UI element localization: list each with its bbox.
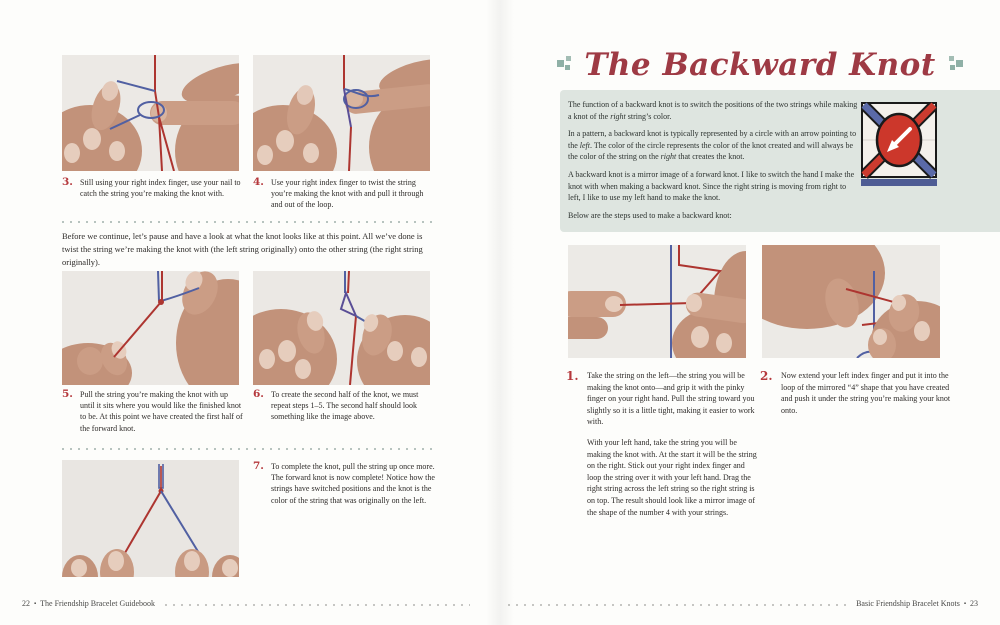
photo-step-5 [62,271,239,385]
step-text-5: Pull the string you’re making the knot with up until it sits where you would like the finished knot to be. At this point we have created the first half of the forward knot. [80,390,243,433]
photo-step-7 [62,460,239,577]
step-2-body [781,370,952,425]
photo-backward-step-2 [762,245,940,358]
backward-step-1 [566,370,758,527]
step-1-body [587,370,758,527]
caption-step-4 [253,177,433,211]
footer-left [22,599,470,608]
photo-backward-step-1 [568,245,746,358]
step-number-7: 7. [253,460,264,472]
intro-paragraph-2: In a pattern, a backward knot is typically represented by a circle with an arrow pointing to the left. The color of the circle represents the color of the knot created and will always be the color of the string on the right that creates the knot. [568,129,857,162]
step-number-2: 2. [760,369,773,383]
dotted-divider [62,448,432,450]
footer-right [508,599,978,608]
step-number-4: 4. [253,176,264,188]
footer-dotted-leader [165,604,470,606]
step-text-3: Still using your right index finger, use your nail to catch the string you’re making the knot with. [80,178,241,199]
interlude-paragraph: Before we continue, let’s pause and have a look at what the knot looks like at this point. All we’ve done is twist the string we’re making the knot with (the left string originally) onto the other string (the right string originally). [62,231,423,267]
photo-step-3 [62,55,239,171]
step-text-6: To create the second half of the knot, we must repeat steps 1–5. The second half should look something like the image above. [271,390,419,422]
step-2-paragraph-1: Now extend your left index finger and put it into the loop of the mirrored “4” shape that you have created and push it under the string you’re making your knot onto. [781,371,951,415]
backward-knot-symbol-icon [861,102,937,191]
intro-paragraph-4: Below are the steps used to make a backward knot: [568,210,732,220]
page-gutter [486,0,514,625]
footer-dotted-leader [508,604,846,606]
dotted-divider [62,221,432,223]
step-text-4: Use your right index finger to twist the string you’re making the knot with and pull it through and out of the loop. [271,178,424,210]
backward-step-2 [760,370,952,425]
caption-step-3 [62,177,242,199]
step-1-paragraph-2: With your left hand, take the string you will be making the knot with. At the start it will be the string on the right. Stick out your right index finger and loop the string over it with your left hand. Drag the right string across the left string so the right string is on top. The result should look like a mirror image of the shape of the number 4 with your strings. [587,437,757,517]
intro-text [568,99,860,227]
intro-paragraph-1: The function of a backward knot is to switch the positions of the two strings while making a knot of the right string’s color. [568,100,858,121]
page-title: The Backward Knot [584,47,936,83]
photo-step-4 [253,55,430,171]
section-title: Basic Friendship Bracelet Knots [856,599,960,608]
ornament-squares-left-icon [556,55,572,76]
ornament-squares-right-icon [948,55,964,76]
book-title: The Friendship Bracelet Guidebook [40,599,155,608]
photo-step-6 [253,271,430,385]
step-1-paragraph-1: Take the string on the left—the string you will be making the knot onto—and grip it with the pinky finger on your right hand. Pull the string toward you slightly so it is a little tight, making it easier to work with. [587,371,755,427]
footer-separator: ▪ [963,601,966,607]
page-number-right: 23 [970,599,978,608]
step-text-7: To complete the knot, pull the string up once more. The forward knot is now complete! Notice how the strings have switched positions and the knot is the color of the string that was originally on the left. [271,462,435,505]
page-number-left: 22 [22,599,30,608]
caption-step-5 [62,389,244,434]
footer-separator: ▪ [34,601,37,607]
caption-step-7 [253,461,435,506]
chapter-title-bar [555,42,965,88]
step-number-5: 5. [62,388,73,400]
step-number-3: 3. [62,176,73,188]
intro-paragraph-3: A backward knot is a mirror image of a forward knot. I like to switch the hand I make the knot with when making a backward knot. Since the right string is moving from right to left, I like to use my left hand to make the knot. [568,169,855,203]
step-number-1: 1. [566,369,579,383]
step-number-6: 6. [253,388,264,400]
caption-step-6 [253,389,435,423]
